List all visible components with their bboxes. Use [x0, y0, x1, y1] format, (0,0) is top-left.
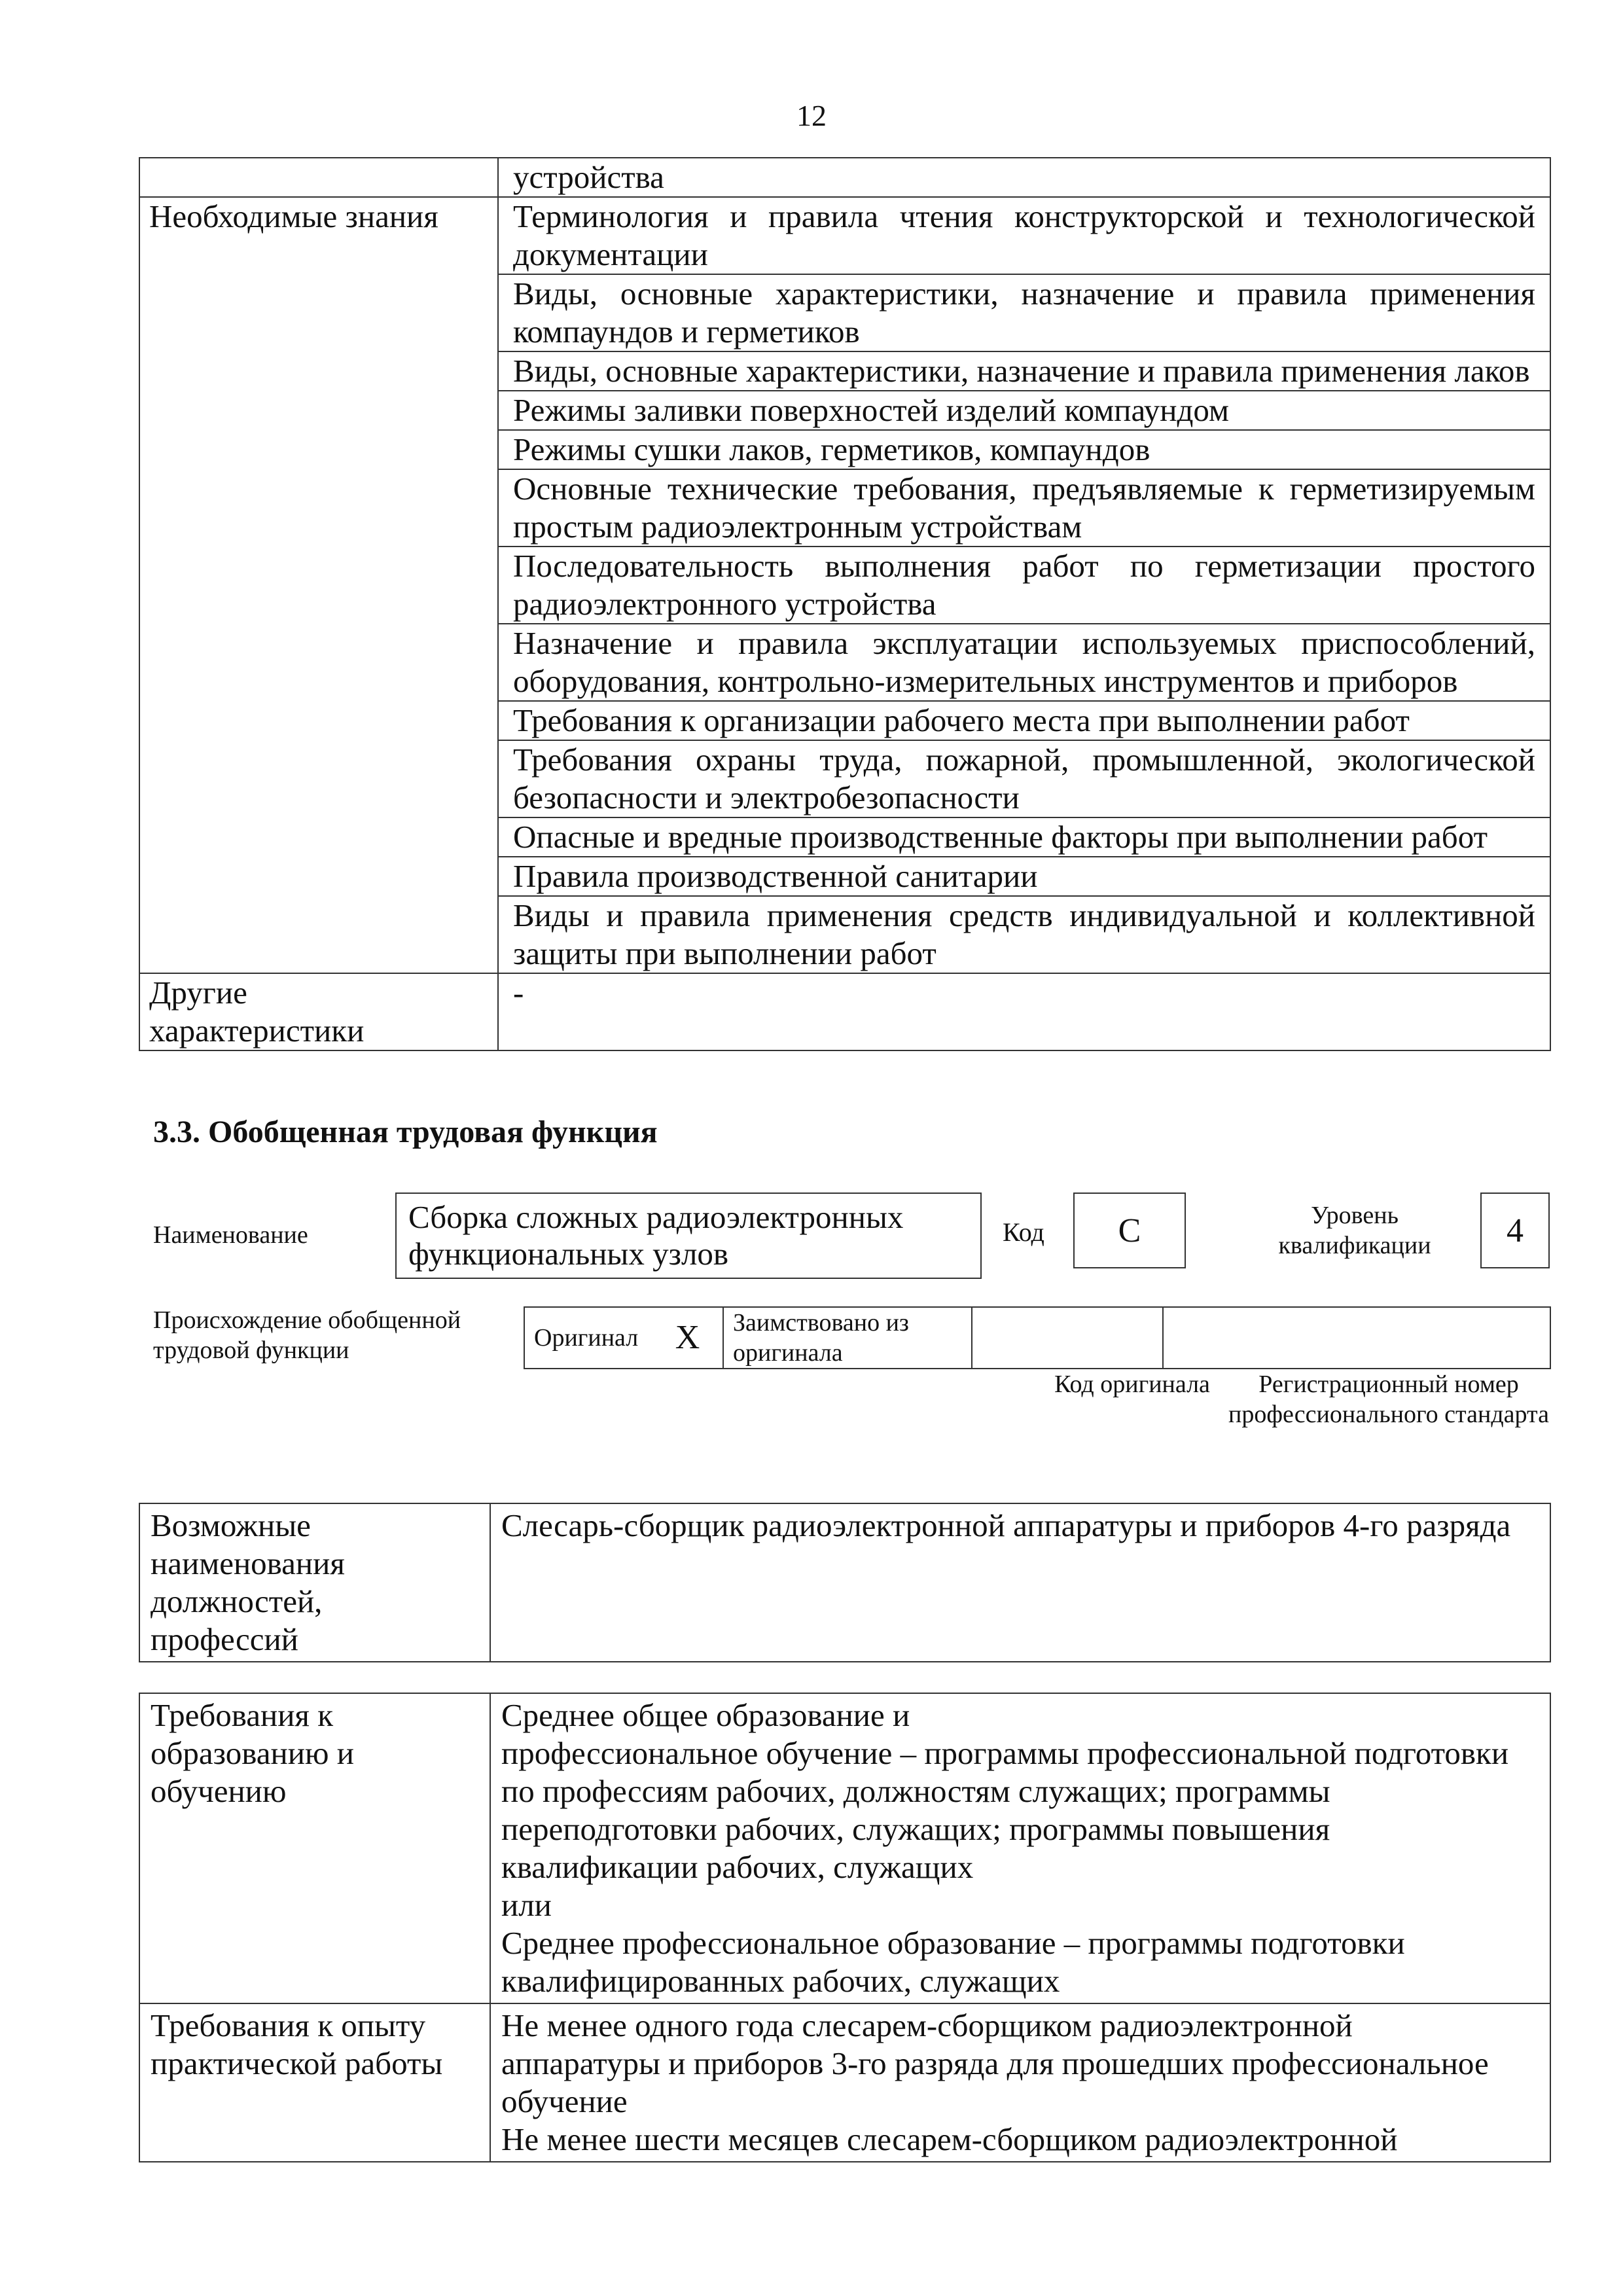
continuation-text: устройства: [498, 158, 1550, 197]
experience-value: [490, 2003, 1550, 2162]
table-row: [524, 1307, 1550, 1369]
positions-table: [139, 1503, 1551, 1662]
other-characteristics-label: Другие характеристики: [139, 973, 498, 1050]
education-line: квалифицированных рабочих, служащих: [501, 1963, 1060, 1999]
education-value: [490, 1693, 1550, 2003]
knowledge-item: Виды, основные характеристики, назначение и правила применения компаундов и герметиков: [498, 274, 1550, 351]
name-label: Наименование: [153, 1221, 308, 1249]
table-row: [139, 197, 1550, 274]
function-name-field: Сборка сложных радиоэлектронных функциональных узлов: [395, 1193, 982, 1279]
education-line: по профессиям рабочих, должностям служащих; программы: [501, 1773, 1330, 1809]
knowledge-table: [139, 157, 1551, 1051]
origin-table: [524, 1306, 1551, 1369]
knowledge-item: Виды и правила применения средств индивидуальной и коллективной защиты при выполнении работ: [498, 896, 1550, 973]
knowledge-item: Последовательность выполнения работ по герметизации простого радиоэлектронного устройства: [498, 547, 1550, 624]
knowledge-item: Правила производственной санитарии: [498, 857, 1550, 896]
knowledge-item: Требования охраны труда, пожарной, промышленной, экологической безопасности и электробезопасности: [498, 740, 1550, 817]
other-characteristics-value: -: [498, 973, 1550, 1050]
table-row: [139, 158, 1550, 197]
table-row: [139, 1503, 1550, 1662]
table-row: [139, 973, 1550, 1050]
knowledge-item: Режимы заливки поверхностей изделий компаундом: [498, 391, 1550, 430]
section-title: 3.3. Обобщенная трудовая функция: [153, 1115, 658, 1149]
knowledge-item: Требования к организации рабочего места при выполнении работ: [498, 701, 1550, 740]
education-line: профессиональное обучение – программы профессиональной подготовки: [501, 1735, 1509, 1771]
education-line: Среднее общее образование и: [501, 1697, 910, 1733]
experience-line: Не менее шести месяцев слесарем-сборщиком радиоэлектронной: [501, 2121, 1398, 2157]
code-label: Код: [1003, 1217, 1044, 1247]
knowledge-item: Виды, основные характеристики, назначение и правила применения лаков: [498, 351, 1550, 391]
borrowed-label: Заимствовано из оригинала: [723, 1307, 972, 1369]
positions-value: Слесарь-сборщик радиоэлектронной аппаратуры и приборов 4-го разряда: [490, 1503, 1550, 1662]
original-label: Оригинал: [524, 1307, 652, 1369]
knowledge-label: Необходимые знания: [139, 197, 498, 973]
original-mark: X: [652, 1307, 723, 1369]
knowledge-item: Опасные и вредные производственные факторы при выполнении работ: [498, 817, 1550, 857]
origin-label: Происхождение обобщенной трудовой функции: [153, 1306, 461, 1364]
experience-label: Требования к опыту практической работы: [139, 2003, 490, 2162]
table-row: [139, 1693, 1550, 2003]
page-number: 12: [796, 99, 827, 132]
reg-number-caption: Регистрационный номер профессионального стандарта: [1228, 1371, 1549, 1428]
education-line: переподготовки рабочих, служащих; программы повышения: [501, 1811, 1330, 1847]
table-row: [139, 2003, 1550, 2162]
knowledge-item: Режимы сушки лаков, герметиков, компаундов: [498, 430, 1550, 469]
level-field: 4: [1480, 1193, 1550, 1268]
education-line: Среднее профессиональное образование – программы подготовки: [501, 1925, 1405, 1961]
code-field: C: [1073, 1193, 1186, 1268]
education-label: Требования к образованию и обучению: [139, 1693, 490, 2003]
knowledge-item: Терминология и правила чтения конструкторской и технологической документации: [498, 197, 1550, 274]
positions-label: Возможные наименования должностей, профессий: [139, 1503, 490, 1662]
knowledge-item: Основные технические требования, предъявляемые к герметизируемым простым радиоэлектронным устройствам: [498, 469, 1550, 547]
reg-number-cell: [1163, 1307, 1550, 1369]
origin-code-caption: Код оригинала: [1054, 1371, 1210, 1398]
experience-line: обучение: [501, 2083, 628, 2119]
experience-line: аппаратуры и приборов 3-го разряда для прошедших профессиональное: [501, 2045, 1489, 2081]
empty-label-cell: [139, 158, 498, 197]
origin-code-cell: [972, 1307, 1163, 1369]
requirements-table: [139, 1693, 1551, 2162]
knowledge-item: Назначение и правила эксплуатации используемых приспособлений, оборудования, контрольно-измерительных инструментов и приборов: [498, 624, 1550, 701]
experience-line: Не менее одного года слесарем-сборщиком радиоэлектронной: [501, 2007, 1353, 2043]
level-label: Уровень квалификации: [1278, 1202, 1431, 1259]
education-line: или: [501, 1887, 552, 1923]
education-line: квалификации рабочих, служащих: [501, 1849, 974, 1885]
